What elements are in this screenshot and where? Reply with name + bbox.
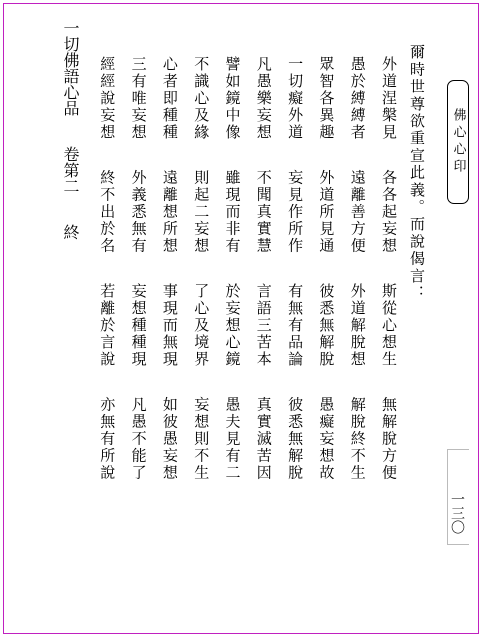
verse-phrase: 亦無有所說 <box>98 396 117 481</box>
verse-phrase: 彼悉無解脫 <box>317 283 336 368</box>
closing-title: 一切佛語心品 <box>61 20 80 116</box>
verse-phrase: 則起二妄想 <box>192 169 211 254</box>
verse-phrase: 不聞真實慧 <box>254 169 273 254</box>
closing-volume: 卷第二 <box>61 146 80 194</box>
verse-phrase: 若離於言說 <box>98 283 117 368</box>
closing-line <box>62 20 78 240</box>
verse-phrase: 愚夫見有二 <box>223 396 242 481</box>
verse-phrase: 愚癡妄想故 <box>317 396 336 481</box>
verse-column <box>256 56 271 481</box>
verse-phrase: 真實滅苦因 <box>254 396 273 481</box>
verse-phrase: 不識心及緣 <box>192 56 211 141</box>
verse-phrase: 外道涅槃見 <box>380 56 398 141</box>
intro-line: 爾時世尊欲重宣此義。而說偈言： <box>408 44 426 302</box>
verse-phrase: 凡愚不能了 <box>129 396 148 481</box>
verse-phrase: 凡愚樂妄想 <box>254 56 273 141</box>
verse-phrase: 一切癡外道 <box>286 56 305 141</box>
verse-column <box>192 56 211 481</box>
verse-phrase: 言語三苦本 <box>254 283 273 368</box>
verse-phrase: 心者即種種 <box>160 56 179 141</box>
verse-phrase: 於妄想心鏡 <box>223 283 242 368</box>
verse-phrase: 外道解脫想 <box>348 283 367 368</box>
verse-column <box>98 56 117 481</box>
verse-phrase: 經經說妄想 <box>98 56 117 141</box>
verse-phrase: 斯從心想生 <box>380 283 398 368</box>
verse-phrase: 外道所見通 <box>317 169 336 254</box>
verse-phrase: 無解脫方便 <box>380 396 398 481</box>
verse-phrase: 愚於縛縛者 <box>348 56 367 141</box>
verse-column <box>381 56 396 481</box>
verse-column <box>317 56 336 481</box>
page-number: 一三〇 <box>449 492 465 534</box>
verse-phrase: 遠離想所想 <box>160 169 179 254</box>
verse-column <box>162 56 177 481</box>
verse-phrase: 終不出於名 <box>98 169 117 254</box>
verse-phrase: 各各起妄想 <box>380 169 398 254</box>
title-tab-text: 佛心心印 <box>450 108 466 176</box>
verse-column <box>286 56 305 481</box>
verse-phrase: 妄見作所作 <box>286 169 305 254</box>
verse-column <box>225 56 240 481</box>
verse-phrase: 外義悉無有 <box>129 169 148 254</box>
title-tab <box>447 80 469 204</box>
verse-phrase: 如彼愚妄想 <box>160 396 179 481</box>
verse-phrase: 妄想則不生 <box>192 396 211 481</box>
verse-phrase: 三有唯妄想 <box>129 56 148 141</box>
verse-phrase: 雖現而非有 <box>223 169 242 254</box>
verse-phrase: 遠離善方便 <box>348 169 367 254</box>
verse-column <box>350 56 365 481</box>
verse-phrase: 彼悉無解脫 <box>286 396 305 481</box>
verse-phrase: 譬如鏡中像 <box>223 56 242 141</box>
verse-phrase: 事現而無現 <box>160 283 179 368</box>
verse-phrase: 解脫終不生 <box>348 396 367 481</box>
verse-phrase: 妄想種種現 <box>129 283 148 368</box>
closing-end: 終 <box>61 224 80 240</box>
verse-column <box>131 56 146 481</box>
verse-phrase: 眾智各異趣 <box>317 56 336 141</box>
verse-phrase: 有無有品論 <box>286 283 305 368</box>
verse-phrase: 了心及境界 <box>192 283 211 368</box>
